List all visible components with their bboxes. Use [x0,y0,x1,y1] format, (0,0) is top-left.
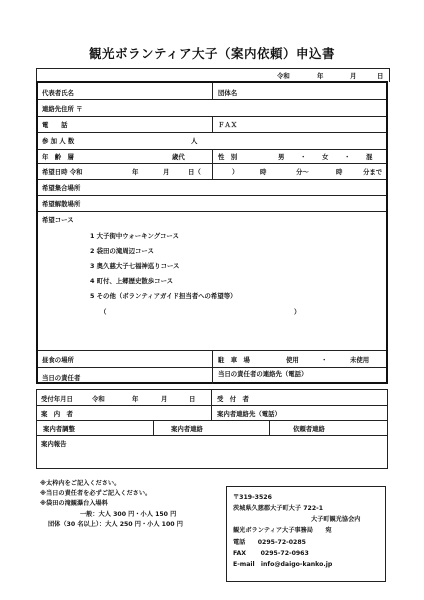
application-date-row [36,68,390,82]
contact-fax: FAX 0295-72-0963 [233,550,309,557]
gender-sep-2: ・ [344,153,351,161]
note-4: 一般：大人 300 円・小人 150 円 [80,511,177,518]
received-month: 月 [161,395,168,403]
parking-sep: ・ [321,356,328,364]
application-form [36,81,388,384]
course-item-2: 2 袋田の滝周辺コース [90,247,154,255]
contact-address-label: 連絡先住所 〒 [42,105,83,113]
contact-office: 観光ボランティア大子事務局 宛 [233,527,332,534]
contact-zip: 〒319-3526 [233,494,272,501]
gender-label: 性 別 [218,153,238,161]
dt-hour1: 時 [260,168,267,176]
gender-female: 女 [322,153,329,161]
other-paren-close: ） [294,308,301,316]
contact-tel: 電話 0295-72-0285 [233,539,306,546]
phone-label: 電 話 [42,121,68,129]
date-day: 日 [377,72,384,80]
form-title: 観光ボランティア大子（案内依頼）申込書 [88,46,335,61]
participants-unit: 人 [191,137,198,145]
dt-close: ） [232,168,239,176]
responsible-contact-label: 当日の責任者の連絡先（電話） [218,370,308,378]
dt-hour2: 時 [336,168,343,176]
course-item-5: 5 その他（ボランティアガイド担当者への希望等） [90,292,237,300]
desired-datetime-label: 希望日時 令和 [42,168,83,176]
guide-label: 案 内 者 [41,410,73,418]
contact-box [226,486,386,582]
received-date-label: 受付年月日 [41,395,73,403]
participants-label: 参 加 人 数 [42,137,75,145]
dt-year: 年 [132,168,139,176]
note-5: 団体（30 名以上）：大人 250 円・小人 100 円 [48,521,183,528]
contact-assoc: 大子町観光協会内 [311,516,361,523]
organization-label: 団体名 [218,89,238,97]
dt-until: 分まで [363,168,383,176]
representative-label: 代表者氏名 [42,89,74,97]
guide-contact-label: 案内者連絡先（電話） [217,410,281,418]
course-item-1: 1 大子街中ウォーキングコース [90,232,179,240]
other-paren-open: （ [100,308,107,316]
report-label: 案内報告 [41,440,67,448]
parking-nonuse: 未使用 [350,356,370,364]
received-era: 令和 [92,395,105,403]
course-item-4: 4 町付、上郷歴史散歩コース [90,277,174,285]
received-day: 日 [189,395,196,403]
meeting-place-label: 希望集合場所 [42,184,81,192]
note-2: ※当日の責任者を必ずご記入ください。 [40,490,152,497]
age-unit: 歳代 [172,153,185,161]
received-year: 年 [132,395,139,403]
age-group-label: 年 齢 層 [42,153,74,161]
guide-notice-label: 案内者連絡 [171,425,203,433]
date-month: 月 [350,72,357,80]
requester-notice-label: 依頼者連絡 [293,425,325,433]
note-1: ※太枠内をご記入ください。 [40,480,121,487]
gender-mixed: 混 [366,153,373,161]
date-era: 令和 [277,72,290,80]
parking-label: 駐 車 場 [218,356,250,364]
gender-sep-1: ・ [300,153,307,161]
responsible-label: 当日の責任者 [42,374,81,382]
parking-use: 使用 [286,356,299,364]
contact-address: 茨城県久慈郡大子町大子 722-1 [233,505,324,512]
dt-day: 日（ [188,168,201,176]
dismiss-place-label: 希望解散場所 [42,200,81,208]
gender-male: 男 [278,153,285,161]
office-use-section [36,389,388,469]
guide-adjust-label: 案内者調整 [43,425,75,433]
contact-email: E-mail info@daigo-kanko.jp [233,561,333,568]
fax-label: ＦＡＸ [218,121,238,129]
receiver-label: 受 付 者 [217,395,249,403]
dt-min: 分～ [296,168,309,176]
dt-month: 月 [163,168,170,176]
note-3: ※袋田の滝観瀑台入場料 [40,500,108,507]
date-year: 年 [317,72,324,80]
lunch-place-label: 昼食の場所 [42,356,74,364]
course-title: 希望コース [42,216,74,224]
course-item-3: 3 奥久慈大子七福神巡りコース [90,262,180,270]
